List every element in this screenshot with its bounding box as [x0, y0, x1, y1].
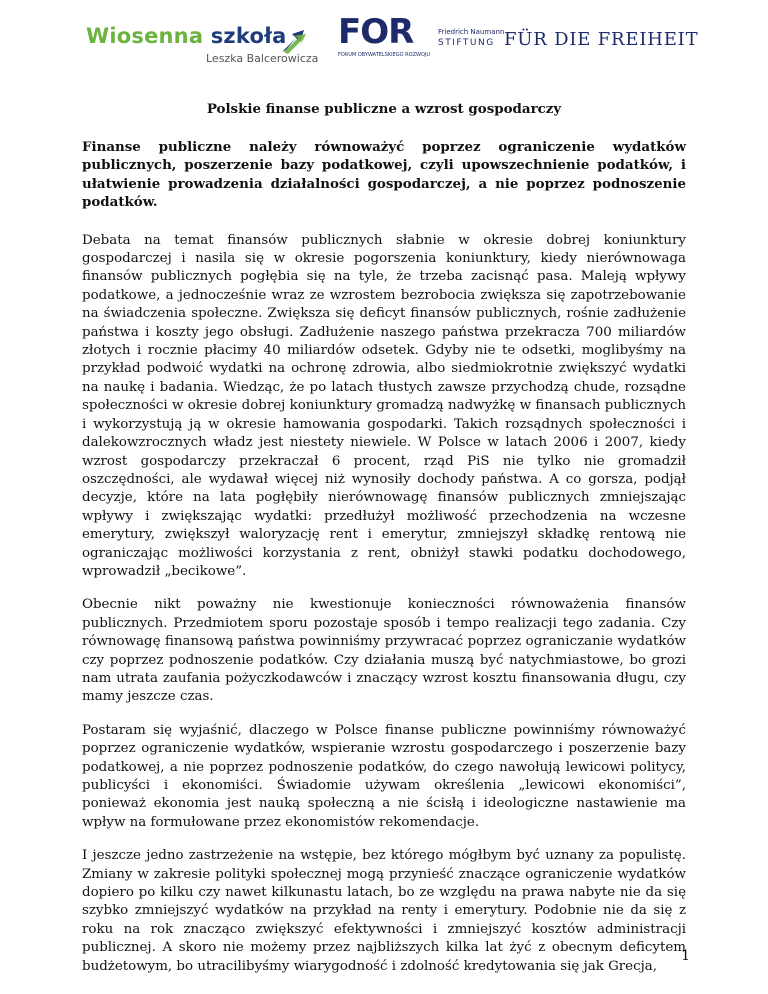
wiosenna-szkola-title: [86, 24, 286, 48]
body-paragraph: I jeszcze jedno zastrzeżenie na wstępie, bez którego mógłbym być uznany za populistę. Zmiany w zakresie polityki społecznej mogą przynieść znaczące ograniczenie wydatków dopiero po kilku czy nawet kilkunastu latach, bo ze względu na prawa nabyte nie da się szybko zmniejszyć wydatków na przykład na renty i emerytury. Podobnie nie da się z roku na rok znacząco zwiększyć efektywności i zmniejszyć kosztów administracji publicznej. A skoro nie możemy przez najbliższych kilka lat żyć z obecnym deficytem budżetowym, bo utracilibyśmy wiarygodność i zdolność kredytowania się jak Grecja,: [82, 848, 686, 974]
fnf-stiftung: STIFTUNG: [438, 38, 495, 48]
for-logo: [338, 12, 431, 62]
fnf-small-line: Friedrich Naumann: [438, 28, 505, 36]
for-logo-title: FOR: [338, 12, 414, 52]
body-paragraph: Obecnie nikt poważny nie kwestionuje konieczności równoważenia finansów publicznych. Przedmiotem sporu pozostaje sposób i tempo realizacji tego zadania. Czy równowagę finansową państwa powinniśmy przywracać poprzez ograniczanie wydatków czy poprzez podnoszenie podatków. Czy działania muszą być natychmiastowe, bo grozi nam utrata zaufania pożyczkodawców i znaczący wzrost kosztu finansowania długu, czy mamy jeszcze czas.: [82, 597, 686, 705]
body-paragraph: Postaram się wyjaśnić, dlaczego w Polsce finanse publiczne powinniśmy równoważyć poprzez ograniczenie wydatków, wspieranie wzrostu gospodarczego i poszerzenie bazy podatkowej, a nie poprzez podnoszenie podatków, do czego nawołują lewicowi politycy, publicyści i ekonomiści. Świadomie używam określenia „lewicowi ekonomiści”, ponieważ ekonomia jest nauką społeczną a nie ścisłą i ideologiczne nastawienie ma wpływ na formułowane przez ekonomistów rekomendacje.: [82, 722, 686, 830]
for-logo-subtitle: FORUM OBYWATELSKIEGO ROZWOJU: [338, 52, 431, 58]
page-header: [0, 0, 768, 80]
body-paragraph: Debata na temat finansów publicznych słabnie w okresie dobrej koniunktury gospodarczej i nasila się w okresie pogorszenia koniunktury, kiedy nierównowaga finansów publicznych pogłębia się na tyle, że trzeba zacisnąć pasa. Maleją wpływy podatkowe, a jednocześnie wraz ze wzrostem bezrobocia zwiększa się zapotrzebowanie na świadczenia społeczne. Zwiększa się deficyt finansów publicznych, rośnie zadłużenie państwa i koszty jego obsługi. Zadłużenie naszego państwa przekracza 700 miliardów złotych i rocznie płacimy 40 miliardów odsetek. Gdyby nie te odsetki, moglibyśmy na przykład podwoić wydatki na ochronę zdrowia, albo siedmiokrotnie zwiększyć wydatki na naukę i badania. Wiedząc, że po latach tłustych zawsze przychodzą chude, rozsądne społeczności w okresie dobrej koniunktury gromadzą nadwyżkę w finansach publicznych i wykorzystują ją w okresie hamowania gospodarki. Takich rozsądnych społeczności i dalekowzrocznych władz jest niestety niewiele. W Polsce w latach 2006 i 2007, kiedy wzrost gospodarczy przekraczał 6 procent, rząd PiS nie tylko nie gromadził oszczędności, ale wydawał więcej niż wynosiły dochody państwa. A co gorsza, podjął decyzje, które na lata pogłębiły nierównowagę finansów publicznych zmniejszając wpływy i zwiększając wydatki: przedłużył możliwość przechodzenia na wczesne emerytury, zwiększył waloryzację rent i emerytur, zmniejszył składkę rentową nie ograniczając możliwości korzystania z rent, obniżył stawki podatku dochodowego, wprowadził „becikowe”.: [82, 232, 686, 579]
friedrich-naumann-logo: [438, 28, 718, 58]
wiosenna-szkola-subtitle: Leszka Balcerowicza: [206, 52, 319, 65]
lead-paragraph: Finanse publiczne należy równoważyć poprzez ograniczenie wydatków publicznych, poszerzenie bazy podatkowej, czyli upowszechnienie podatków, i ułatwienie prowadzenia działalności gospodarczej, a nie poprzez podnoszenie podatków.: [82, 139, 686, 211]
document-body: [82, 100, 686, 991]
logo-title-part1: Wiosenna: [86, 24, 211, 48]
wiosenna-szkola-logo: [86, 24, 319, 70]
page-number: 1: [681, 948, 690, 964]
logo-title-part2: szkoła: [210, 24, 287, 48]
upward-arrows-icon: [280, 24, 306, 54]
document-title: Polskie finanse publiczne a wzrost gospodarczy: [206, 101, 562, 117]
fnf-main-text: FÜR DIE FREIHEIT: [504, 29, 699, 50]
